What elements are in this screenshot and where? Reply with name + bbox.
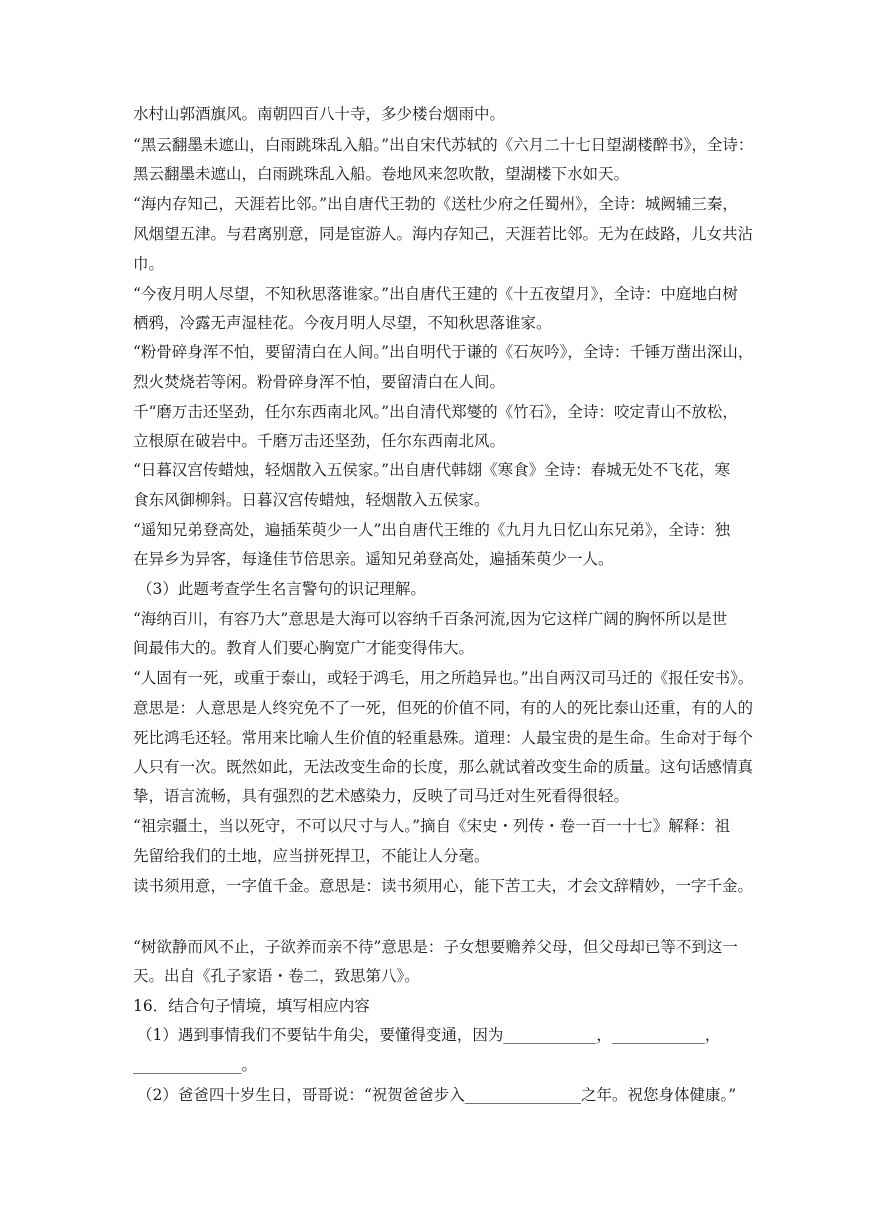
text-line: “粉骨碎身浑不怕，要留清白在人间。”出自明代于谦的《石灰吟》，全诗：千锤万凿出深山， <box>133 343 754 361</box>
text-line: 烈火焚烧若等闲。粉骨碎身浑不怕，要留清白在人间。 <box>133 373 506 391</box>
text-line: 黑云翻墨未遮山，白雨跳珠乱入船。卷地风来忽吹散，望湖楼下水如天。 <box>133 165 630 183</box>
text-line: “遥知兄弟登高处，遍插茱萸少一人”出自唐代王维的《九月九日忆山东兄弟》，全诗：独 <box>133 521 731 539</box>
subquestion-heading: （3）此题考查学生名言警句的识记理解。 <box>137 580 426 598</box>
fill-in-question: （2）爸爸四十岁生日，哥哥说：“祝贺爸爸步入_______________之年。祝您身体健康。” <box>137 1086 737 1104</box>
text-line: “黑云翻墨未遮山，白雨跳珠乱入船。”出自宋代苏轼的《六月二十七日望湖楼醉书》，全诗： <box>133 136 754 154</box>
text-line: 意思是：人意思是人终究免不了一死，但死的价值不同，有的人的死比泰山还重，有的人的 <box>133 699 754 717</box>
text-line: 死比鸿毛还轻。常用来比喻人生价值的轻重悬殊。道理：人最宝贵的是生命。生命对于每个 <box>133 729 754 747</box>
text-line: 间最伟大的。教育人们要心胸宽广才能变得伟大。 <box>133 639 475 657</box>
question-heading: 16．结合句子情境，填写相应内容 <box>133 997 370 1015</box>
text-line: “人固有一死，或重于泰山，或轻于鸿毛，用之所趋异也。”出自两汉司马迁的《报任安书》。 <box>133 669 754 687</box>
text-line: 千“磨万击还坚劲，任尔东西南北风。”出自清代郑燮的《竹石》，全诗：咬定青山不放松， <box>133 403 738 421</box>
text-line: “日暮汉宫传蜡烛，轻烟散入五侯家。”出自唐代韩翃《寒食》全诗：春城无处不飞花，寒 <box>133 461 731 479</box>
text-line: 水村山郭酒旗风。南朝四百八十寺，多少楼台烟雨中。 <box>133 105 506 123</box>
text-line: 挚，语言流畅，具有强烈的艺术感染力，反映了司马迁对生死看得很轻。 <box>133 787 630 805</box>
text-line: “海纳百川，有容乃大”意思是大海可以容纳千百条河流,因为它这样广阔的胸怀所以是世 <box>133 610 728 628</box>
text-line: 先留给我们的土地，应当拼死捍卫，不能让人分毫。 <box>133 847 490 865</box>
text-line: “树欲静而风不止，子欲养而亲不待”意思是：子女想要赡养父母，但父母却已等不到这一 <box>133 938 738 956</box>
text-line: “海内存知己，天涯若比邻。”出自唐代王勃的《送杜少府之任蜀州》，全诗：城阙辅三秦， <box>133 195 738 213</box>
text-line: 食东风御柳斜。日暮汉宫传蜡烛，轻烟散入五侯家。 <box>133 491 490 509</box>
text-line: 人只有一次。既然如此，无法改变生命的长度，那么就试着改变生命的质量。这句话感情真 <box>133 758 754 776</box>
text-line: “今夜月明人尽望，不知秋思落谁家。”出自唐代王建的《十五夜望月》，全诗：中庭地白树 <box>133 285 738 303</box>
fill-in-question: （1）遇到事情我们不要钻牛角尖，要懂得变通，因为____________，____________， <box>137 1026 721 1044</box>
text-line: 风烟望五津。与君离别意，同是宦游人。海内存知己，天涯若比邻。无为在歧路，儿女共沾 <box>133 225 754 243</box>
fill-in-blank: ______________。 <box>133 1056 258 1074</box>
text-line: 天。出自《孔子家语・卷二，致思第八》。 <box>133 967 420 985</box>
text-line: “祖宗疆土，当以死守，不可以尺寸与人。”摘自《宋史・列传・卷一百一十七》解释：祖 <box>133 817 731 835</box>
text-line: 栖鸦，冷露无声湿桂花。今夜月明人尽望，不知秋思落谁家。 <box>133 314 552 332</box>
text-line: 立根原在破岩中。千磨万击还坚劲，任尔东西南北风。 <box>133 432 506 450</box>
text-line: 巾。 <box>133 255 165 273</box>
text-line: 读书须用意，一字值千金。意思是：读书须用心，能下苦工夫，才会文辞精妙，一字千金。 <box>133 877 754 895</box>
text-line: 在异乡为异客，每逢佳节倍思亲。遥知兄弟登高处，遍插茱萸少一人。 <box>133 550 614 568</box>
